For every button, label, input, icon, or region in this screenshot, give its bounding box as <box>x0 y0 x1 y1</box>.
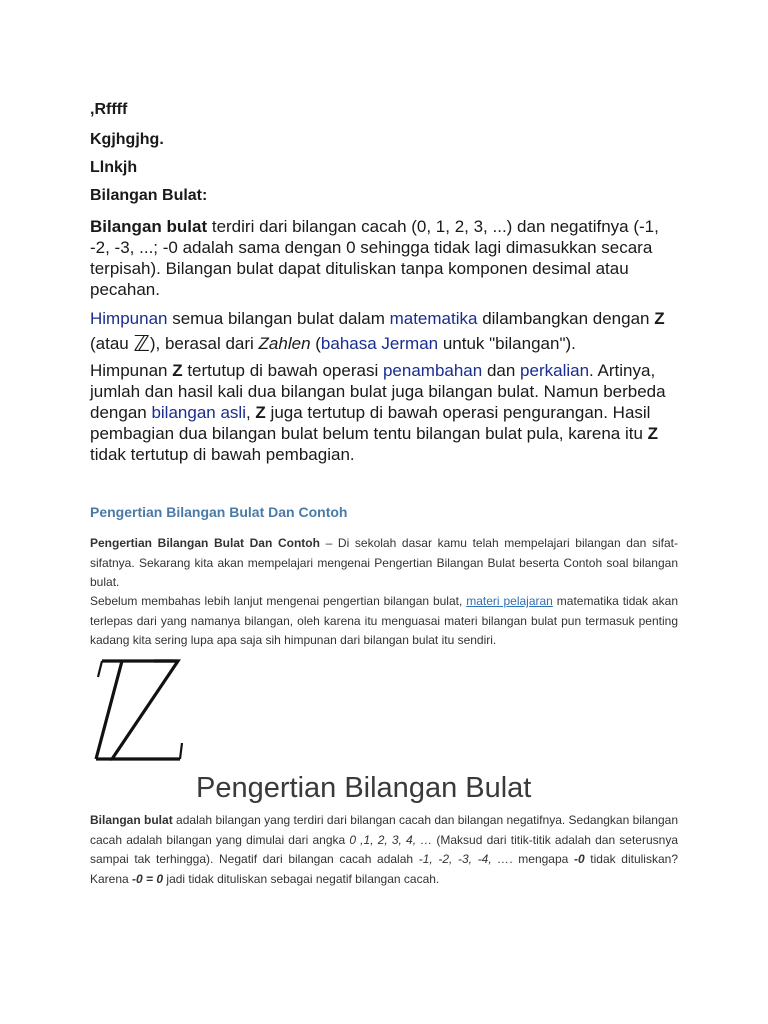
link-penambahan[interactable]: penambahan <box>382 361 483 380</box>
paragraph-intro: Pengertian Bilangan Bulat Dan Contoh – Di sekolah dasar kamu telah mempelajari bilangan dan sifat-sifatnya. Sekarang kita akan mempelajari mengenai Pengertian Bilangan Bulat beserta Contoh soal bilangan bulat. <box>90 536 678 589</box>
link-bilangan-asli[interactable]: bilangan asli <box>151 403 246 422</box>
paragraph-sebelum: Sebelum membahas lebih lanjut mengenai pengertian bilangan bulat, materi pelajaran matematika tidak akan terlepas dari yang namanya bilangan, oleh karena itu menguasai materi bilangan bulat pun termasuk penting kadang kita sering lupa apa saja sih himpunan dari bilangan bulat itu sendiri. <box>90 594 678 647</box>
heading-bilangan-bulat: Bilangan Bulat: <box>90 187 208 204</box>
double-struck-z-image <box>92 655 184 767</box>
paragraph-closure: Himpunan Z tertutup di bawah operasi penambahan dan perkalian. Artinya, jumlah dan hasil kali dua bilangan bulat juga bilangan bulat. Namun berbeda dengan bilangan asli, Z juga tertutup di bawah operasi pengurangan. Hasil pembagian dua bilangan bulat belum tentu bilangan bulat pula, karena itu Z tidak tertutup di bawah pembagian. <box>90 361 666 464</box>
text-line-2: Kgjhgjhg. <box>90 131 164 148</box>
section-title: Pengertian Bilangan Bulat Dan Contoh <box>90 504 348 520</box>
link-himpunan[interactable]: Himpunan <box>90 309 168 328</box>
paragraph-bilangan-bulat-detail: Bilangan bulat adalah bilangan yang terdiri dari bilangan cacah dan bilangan negatifnya. Sedangkan bilangan cacah adalah bilangan yang dimulai dari angka 0 ,1, 2, 3, 4, … (Maksud dari titik-titik adalah dan seterusnya sampai tak terhingga). Negatif dari bilangan cacah adalah -1, -2, -3, -4, …. mengapa -0 tidak dituliskan? Karena -0 = 0 jadi tidak dituliskan sebagai negatif bilangan cacah. <box>90 813 679 886</box>
big-title: Pengertian Bilangan Bulat <box>196 772 532 804</box>
text-line-3: Llnkjh <box>90 159 138 176</box>
double-struck-z-symbol: ℤ <box>133 332 150 357</box>
link-perkalian[interactable]: perkalian <box>520 361 590 380</box>
link-matematika[interactable]: matematika <box>389 309 478 328</box>
link-bahasa-jerman[interactable]: bahasa Jerman <box>320 334 439 353</box>
paragraph-definition: Bilangan bulat terdiri dari bilangan cacah (0, 1, 2, 3, ...) dan negatifnya (-1, -2, -3, ...; -0 adalah sama dengan 0 sehingga tidak lagi dimasukkan secara terpisah). Bilangan bulat dapat dituliskan tanpa komponen desimal atau pecahan. <box>90 217 659 299</box>
term-bilangan-bulat: Bilangan bulat <box>90 217 208 236</box>
link-materi-pelajaran[interactable]: materi pelajaran <box>466 594 553 608</box>
paragraph-himpunan: Himpunan semua bilangan bulat dalam matematika dilambangkan dengan Z (atau ℤ), berasal dari Zahlen (bahasa Jerman untuk "bilangan"). <box>90 309 665 357</box>
text-line-1: ,Rffff <box>90 101 128 118</box>
